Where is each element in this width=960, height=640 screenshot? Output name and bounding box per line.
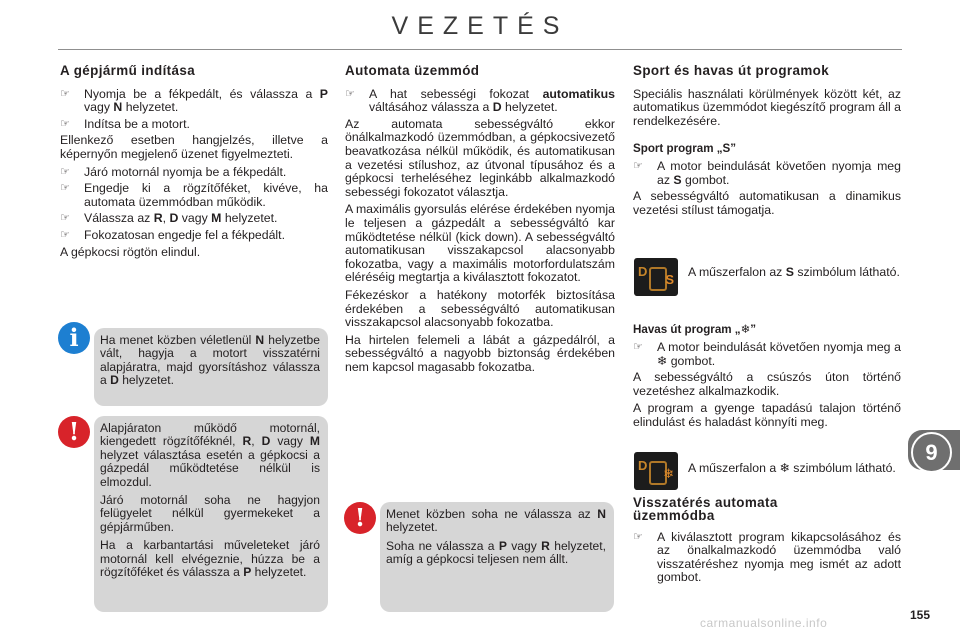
warning-note: Menet közben soha ne válassza az N helyzetet. Soha ne válassza a P vagy R helyzetet, amíg a gépkocsi teljesen nem állt. [380, 502, 614, 612]
list-item: ☞ Válassza az R, D vagy M helyzetet. [60, 211, 278, 226]
list-item: ☞ Engedje ki a rögzítőféket, kivéve, ha automata üzemmódban működik. [60, 181, 328, 209]
list-item: ☞ Nyomja be a fékpedált, és válassza a P vagy N helyzetet. [60, 86, 328, 115]
sport-indicator-caption: A műszerfalon az S szimbólum látható. [688, 265, 900, 279]
list-item: ☞ Fokozatosan engedje fel a fékpedált. [60, 227, 285, 242]
paragraph: A maximális gyorsulás elérése érdekében nyomja le teljesen a gázpedált a sebességváltó kar működtetése nélkül (kick down). A sebességváltó automatikusan visszakapcsol alacsonyabb fokozatba, vagy a maximális motorfordulatszám eléréséig megtartja a kiválasztott fokozatot. [345, 202, 615, 285]
pointing-hand-icon: ☞ [345, 87, 355, 100]
page-number: 155 [910, 608, 931, 622]
list-item: ☞ Indítsa be a motort. [60, 116, 190, 131]
pointing-hand-icon: ☞ [60, 228, 70, 241]
list-item: ☞ A kiválasztott program kikapcsolásához és az önalkalmazkodó üzemmódba való visszatéréshez nyomja meg ismét az adott gombot. [633, 529, 901, 585]
pointing-hand-icon: ☞ [60, 117, 70, 130]
page-title: VEZETÉS [391, 12, 569, 40]
pointing-hand-icon: ☞ [633, 340, 643, 353]
warning-note: Alapjáraton működő motornál, kiengedett rögzítőféknél, R, D vagy M helyzet választása esetén a gépkocsi a gázpedál működtetése nélkül is elmozdul. Járó motornál soha ne hagyjon felügyelet nélkül gyermekeket a gépjárműben. Ha a karbantartási műveleteket járó motornál kell elvégeznie, húzza be a rögzítőféket és válassza a P helyzetet. [94, 416, 328, 612]
paragraph: A gépkocsi rögtön elindul. [60, 244, 201, 259]
list-item: ☞ Járó motornál nyomja be a fékpedált. [60, 164, 287, 179]
section-title-return: Visszatérés automata üzemmódba [633, 494, 778, 524]
list-item: ☞ A motor beindulását követően nyomja meg az S gombot. [633, 158, 901, 187]
paragraph: Az automata sebességváltó ekkor önálkalmazkodó üzemmódban, a gépkocsivezető beavatkozása nélkül működik, és automatikusan a vezetési stílushoz, az útvonal típusához és a gépkocsi terheléséhez leginkább alkalmazkodó sebességi fokozatot választja. [345, 116, 615, 199]
pointing-hand-icon: ☞ [60, 165, 70, 178]
exclamation-icon: ! [58, 416, 90, 448]
paragraph: Ha hirtelen felemeli a lábát a gázpedálról, a sebességváltó a nagyobb biztonság érdekében nem kapcsol magasabb fokozatba. [345, 332, 615, 374]
paragraph: Fékezéskor a hatékony motorfék biztosítása érdekében a sebességváltó automatikusan visszakapcsol alacsonyabb fokozatba. [345, 287, 615, 330]
paragraph: Speciális használati körülmények között két, az automatikus üzemmódot kiegészítő program áll a rendelkezésére. [633, 86, 901, 128]
paragraph: A sebességváltó automatikusan a dinamikus vezetési stílust támogatja. [633, 189, 901, 217]
column-programs [633, 64, 901, 588]
pointing-hand-icon: ☞ [60, 212, 70, 225]
pointing-hand-icon: ☞ [633, 159, 643, 172]
snow-mode-indicator-icon: D ❄ [634, 452, 678, 490]
chapter-number: 9 [911, 432, 952, 473]
column-starting [60, 64, 328, 263]
subsection-title-snow: Havas út program „❄” [633, 323, 757, 337]
header-divider [58, 49, 902, 50]
pointing-hand-icon: ☞ [633, 530, 643, 543]
column-automatic [345, 64, 615, 378]
section-title-automatic: Automata üzemmód [345, 63, 480, 78]
info-note: Ha menet közben véletlenül N helyzetbe vált, hagyja a motort visszatérni alapjáratra, majd gyorsításhoz válassza a D helyzetet. [94, 328, 328, 406]
watermark: carmanualsonline.info [700, 616, 828, 630]
sport-mode-indicator-icon: D S [634, 258, 678, 296]
paragraph: A sebességváltó a csúszós úton történő vezetéshez alkalmazkodik. [633, 370, 901, 398]
info-icon: i [58, 322, 90, 354]
snow-indicator-caption: A műszerfalon a ❄ szimbólum látható. [688, 461, 896, 475]
paragraph: A program a gyenge tapadású talajon történő elindulást és haladást könnyíti meg. [633, 401, 901, 429]
subsection-title-sport: Sport program „S” [633, 142, 737, 156]
section-title-starting: A gépjármű indítása [60, 63, 196, 78]
section-title-programs: Sport és havas út programok [633, 63, 830, 78]
pointing-hand-icon: ☞ [60, 182, 70, 195]
list-item: ☞ A hat sebességi fokozat automatikus váltásához válassza a D helyzetet. [345, 86, 615, 115]
exclamation-icon: ! [344, 502, 376, 534]
paragraph: Ellenkező esetben hangjelzés, illetve a képernyőn megjelenő üzenet figyelmezteti. [60, 133, 328, 161]
pointing-hand-icon: ☞ [60, 87, 70, 100]
list-item: ☞ A motor beindulását követően nyomja meg a ❄ gombot. [633, 339, 901, 368]
